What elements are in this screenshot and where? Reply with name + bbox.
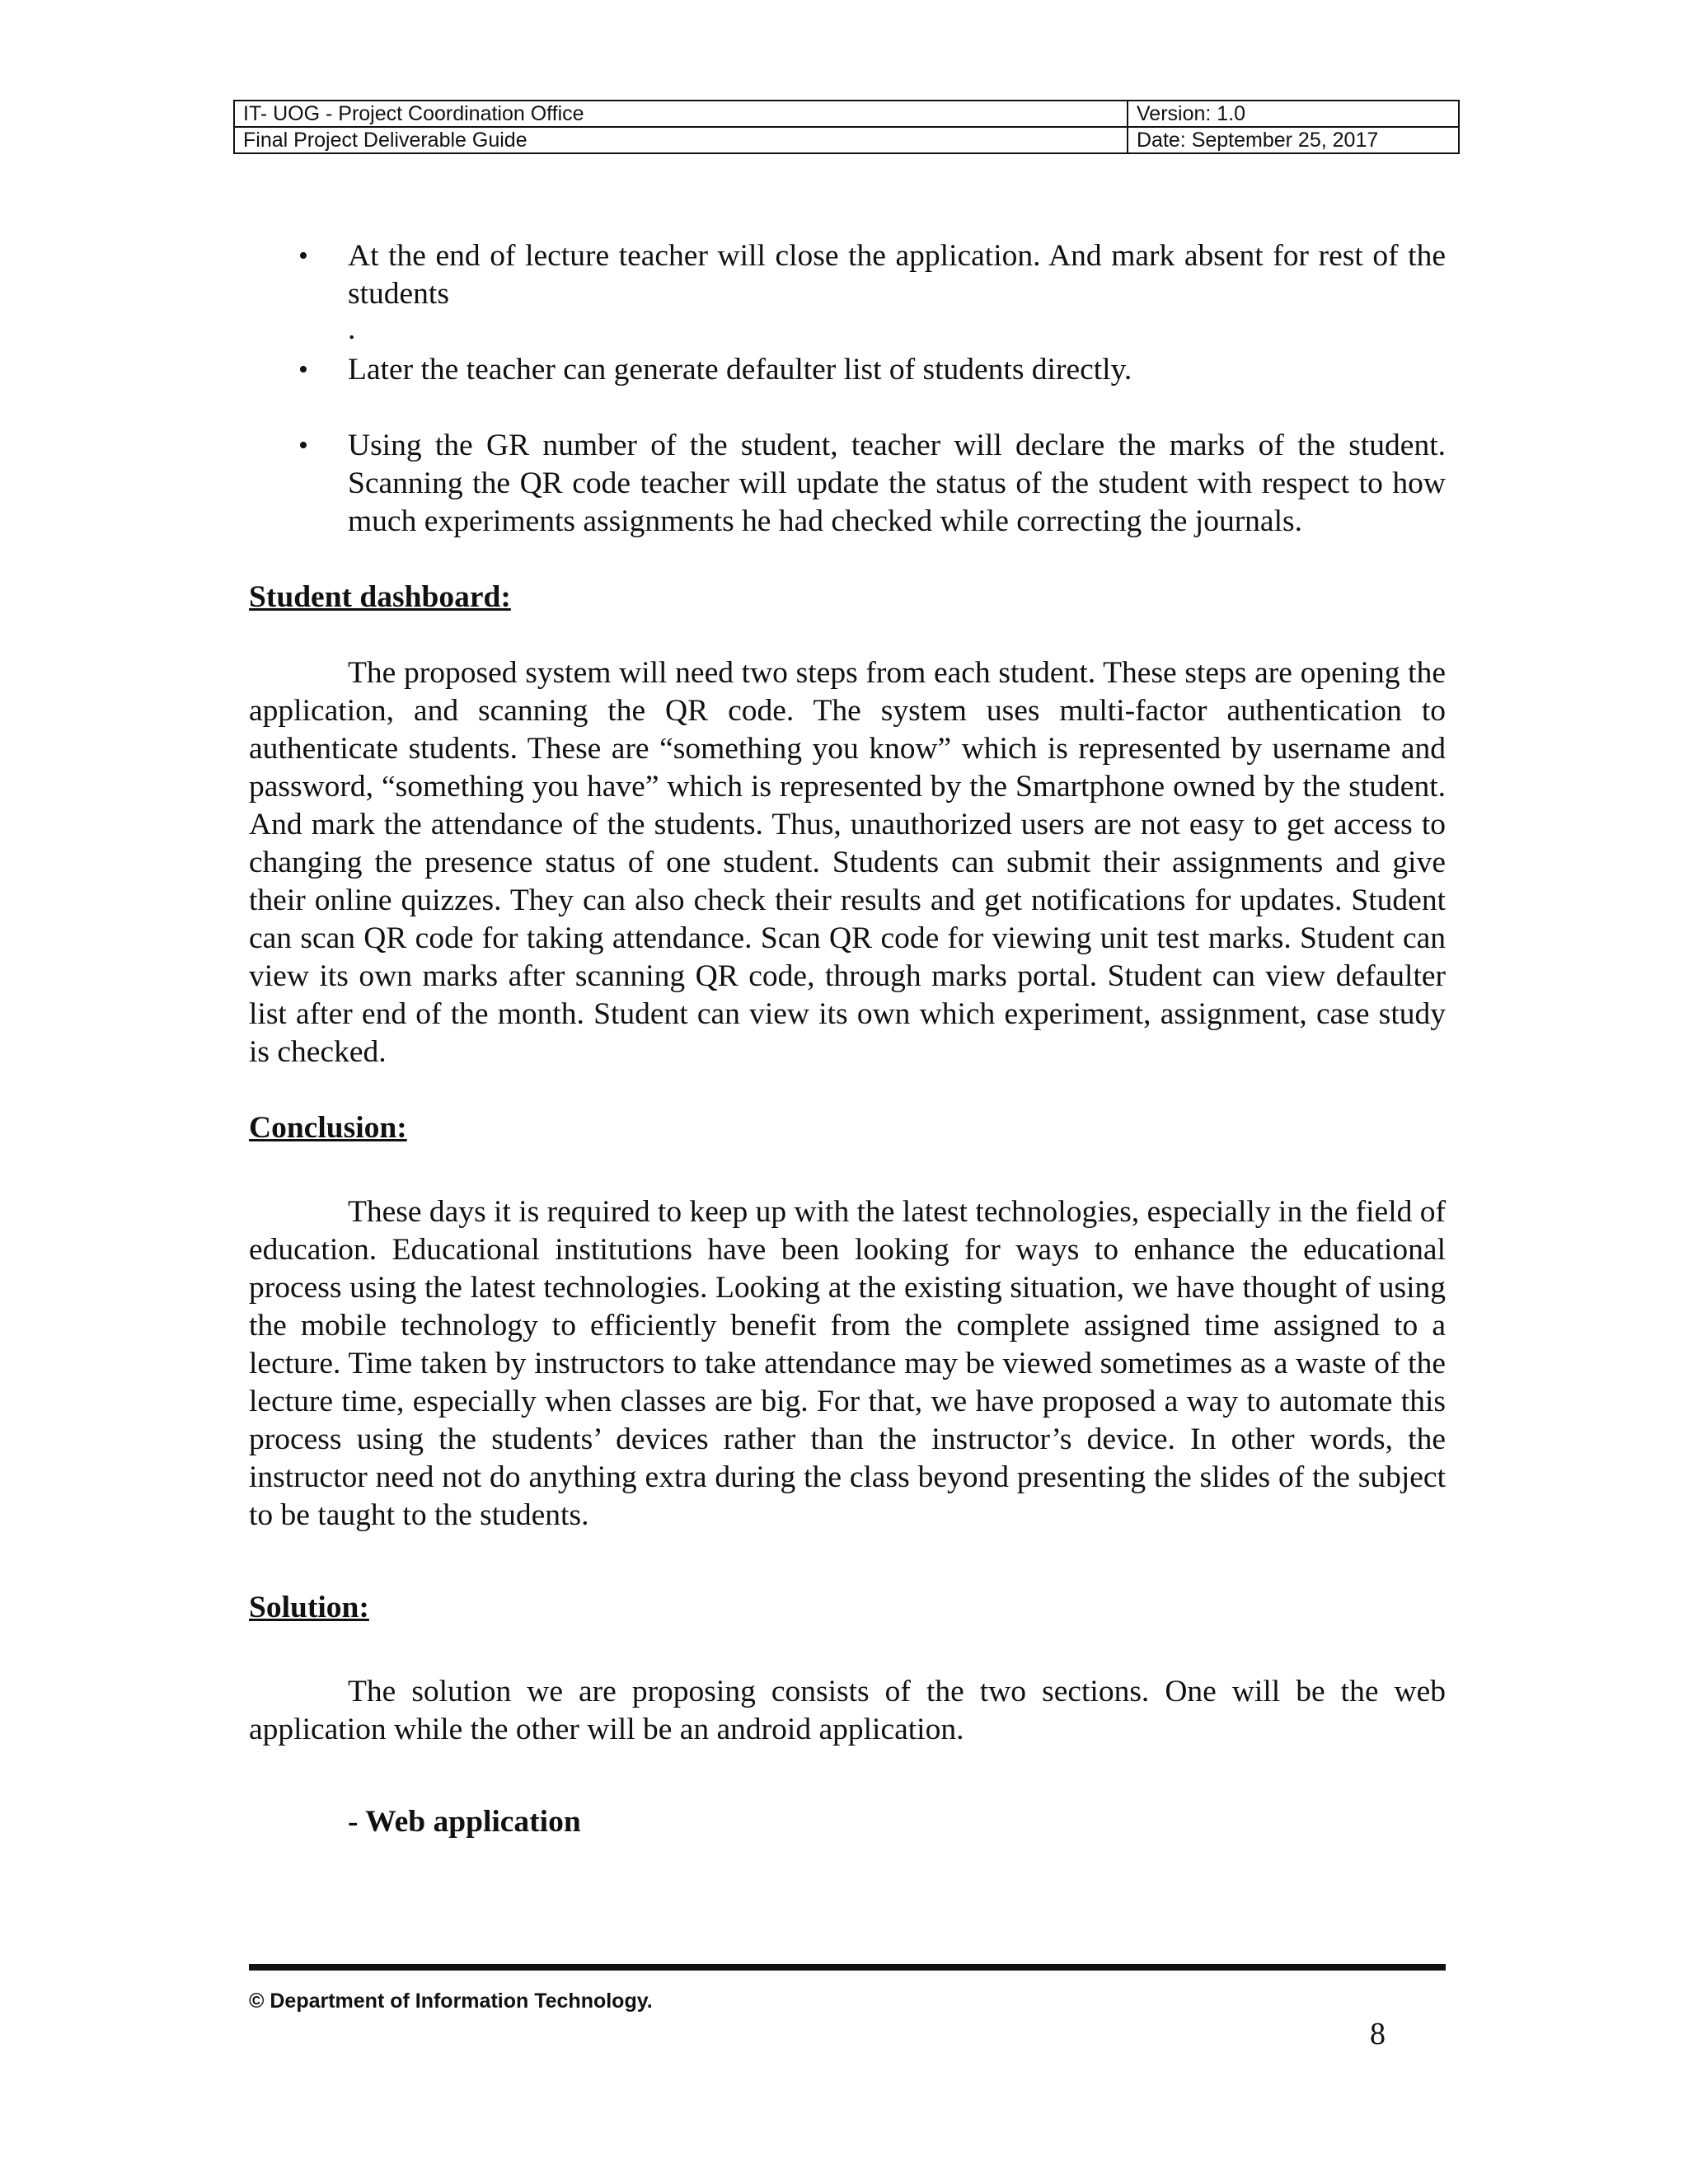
spacer	[249, 1071, 1446, 1109]
header-version: Version: 1.0	[1128, 101, 1459, 127]
list-item	[249, 237, 1446, 351]
spacer	[249, 389, 1446, 427]
conclusion-heading: Conclusion:	[249, 1111, 407, 1145]
solution-heading: Solution:	[249, 1591, 369, 1624]
student-dashboard-paragraph: The proposed system will need two steps from each student. These steps are opening the application, and scanning the QR code. The system uses multi-factor authentication to authenticate students. These are “something you know” which is represented by username and password, “something you have” which is represented by the Smartphone owned by the student. And mark the attendance of the students. Thus, unauthorized users are not easy to get access to changing the presence status of one student. Students can submit their assignments and give their online quizzes. They can also check their results and get notifications for updates. Student can scan QR code for taking attendance. Scan QR code for viewing unit test marks. Student can view its own marks after scanning QR code, through marks portal. Student can view defaulter list after end of the month. Student can view its own which experiment, assignment, case study is checked.	[249, 656, 1446, 1069]
bullet-icon: •	[298, 241, 308, 271]
header-date: Date: September 25, 2017	[1128, 127, 1459, 153]
spacer	[249, 1535, 1446, 1589]
bullet-text: At the end of lecture teacher will close the application. And mark absent for rest of the students	[348, 239, 1446, 311]
stray-period: .	[348, 312, 356, 346]
spacer	[249, 1749, 1446, 1803]
conclusion-paragraph: These days it is required to keep up with the latest technologies, especially in the field of education. Educational institutions have been looking for ways to enhance the educational process using the latest technologies. Looking at the existing situation, we have thought of using the mobile technology to efficiently benefit from the complete assigned time assigned to a lecture. Time taken by instructors to take attendance may be viewed sometimes as a waste of the lecture time, especially when classes are big. For that, we have proposed a way to automate this process using the students’ devices rather than the instructor’s device. In other words, the instructor need not do anything extra during the class beyond presenting the slides of the subject to be taught to the students.	[249, 1195, 1446, 1532]
bullet-text: Using the GR number of the student, teacher will declare the marks of the student. Scanning the QR code teacher will update the status of the student with respect to how much experiments assignments he had checked while correcting the journals.	[348, 429, 1446, 538]
list-item	[249, 351, 1446, 389]
page-body	[249, 237, 1446, 1841]
web-application-subheading: - Web application	[348, 1805, 581, 1839]
header-org: IT- UOG - Project Coordination Office	[234, 101, 1128, 127]
student-dashboard-heading: Student dashboard:	[249, 580, 511, 614]
header-row	[234, 101, 1459, 127]
header-guide-title: Final Project Deliverable Guide	[234, 127, 1128, 153]
page-number: 8	[1370, 2017, 1386, 2051]
document-header	[233, 100, 1460, 154]
bullet-list	[249, 237, 1446, 541]
footer-divider	[249, 1964, 1446, 1971]
spacer	[249, 616, 1446, 654]
bullet-icon: •	[298, 354, 308, 385]
footer-copyright: © Department of Information Technology.	[249, 1990, 653, 2013]
header-row	[234, 127, 1459, 153]
spacer	[249, 1627, 1446, 1673]
list-item	[249, 427, 1446, 541]
bullet-icon: •	[298, 430, 308, 461]
solution-paragraph: The solution we are proposing consists of the two sections. One will be the web application while the other will be an android application.	[249, 1675, 1446, 1746]
bullet-text: Later the teacher can generate defaulter list of students directly.	[348, 353, 1132, 387]
spacer	[249, 541, 1446, 579]
spacer	[249, 1147, 1446, 1193]
